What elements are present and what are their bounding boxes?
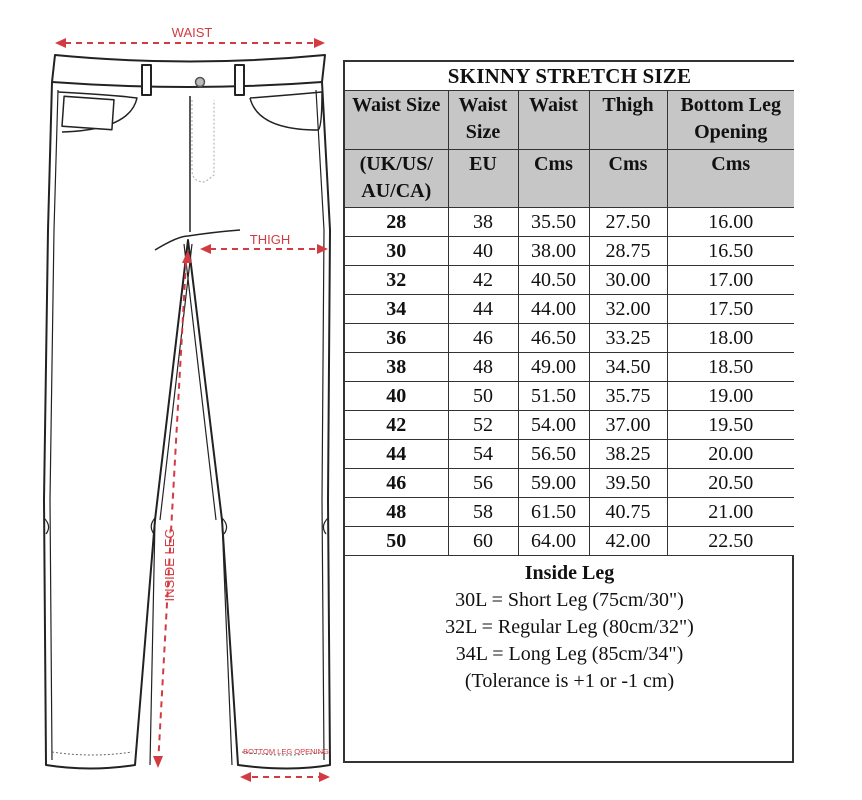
header-row-2 <box>345 150 794 208</box>
size-eu-cell: 52 <box>448 411 518 440</box>
bottom-leg-cm-cell: 20.00 <box>667 440 794 469</box>
belt-loop-left <box>142 65 151 95</box>
thigh-label: THIGH <box>249 232 291 247</box>
coin-pocket <box>62 96 114 129</box>
arrow-left-icon <box>55 38 66 48</box>
size-eu-cell: 44 <box>448 295 518 324</box>
table-row <box>345 295 794 324</box>
jeans-outline <box>44 82 330 769</box>
table-row <box>345 208 794 237</box>
belt-loop-right <box>235 65 244 95</box>
table-row <box>345 237 794 266</box>
bottom-leg-cm-cell: 17.00 <box>667 266 794 295</box>
thigh-cm-cell: 27.50 <box>589 208 667 237</box>
bottom-leg-cm-cell: 18.50 <box>667 353 794 382</box>
table-title: SKINNY STRETCH SIZE <box>345 62 794 91</box>
table-row <box>345 353 794 382</box>
front-pocket-right <box>250 92 322 130</box>
table-row <box>345 469 794 498</box>
bottom-leg-cm-cell: 19.00 <box>667 382 794 411</box>
size-uk-cell: 48 <box>345 498 448 527</box>
bottom-leg-cm-cell: 16.50 <box>667 237 794 266</box>
size-uk-cell: 46 <box>345 469 448 498</box>
bottom-leg-cm-cell: 20.50 <box>667 469 794 498</box>
notes-title: Inside Leg <box>524 562 615 584</box>
waistband-shape <box>52 55 325 87</box>
note-line: 34L = Long Leg (85cm/34") <box>455 643 684 665</box>
table-row <box>345 411 794 440</box>
size-uk-cell: 50 <box>345 527 448 556</box>
inside-leg-notes <box>345 556 794 695</box>
waist-label: WAIST <box>171 25 213 40</box>
bottom-leg-cm-cell: 17.50 <box>667 295 794 324</box>
waist-cm-cell: 46.50 <box>518 324 589 353</box>
waist-cm-cell: 59.00 <box>518 469 589 498</box>
jeans-diagram <box>0 0 345 800</box>
note-line: 30L = Short Leg (75cm/30") <box>455 589 684 611</box>
thigh-cm-cell: 38.25 <box>589 440 667 469</box>
size-chart-table <box>343 60 794 763</box>
size-uk-cell: 36 <box>345 324 448 353</box>
size-uk-cell: 34 <box>345 295 448 324</box>
col-header-waist-size-uk: Waist Size <box>345 91 448 150</box>
size-uk-cell: 32 <box>345 266 448 295</box>
thigh-cm-cell: 32.00 <box>589 295 667 324</box>
waist-cm-cell: 51.50 <box>518 382 589 411</box>
table-row <box>345 324 794 353</box>
note-line: (Tolerance is +1 or -1 cm) <box>464 670 675 692</box>
size-uk-cell: 38 <box>345 353 448 382</box>
size-uk-cell: 40 <box>345 382 448 411</box>
size-uk-cell: 44 <box>345 440 448 469</box>
table-row <box>345 527 794 556</box>
waist-cm-cell: 38.00 <box>518 237 589 266</box>
thigh-cm-cell: 34.50 <box>589 353 667 382</box>
unit-cms-waist: Cms <box>518 150 589 208</box>
size-uk-cell: 28 <box>345 208 448 237</box>
unit-uk-us-au-ca: (UK/US/ AU/CA) <box>345 150 448 208</box>
waist-cm-cell: 56.50 <box>518 440 589 469</box>
header-row-1 <box>345 91 794 150</box>
bottom-leg-cm-cell: 16.00 <box>667 208 794 237</box>
thigh-cm-cell: 35.75 <box>589 382 667 411</box>
table-row <box>345 382 794 411</box>
bottom-leg-cm-cell: 19.50 <box>667 411 794 440</box>
bottom-leg-cm-cell: 22.50 <box>667 527 794 556</box>
size-eu-cell: 50 <box>448 382 518 411</box>
table-row <box>345 440 794 469</box>
col-header-waist-size-eu: Waist Size <box>448 91 518 150</box>
size-uk-cell: 42 <box>345 411 448 440</box>
thigh-cm-cell: 42.00 <box>589 527 667 556</box>
thigh-cm-cell: 39.50 <box>589 469 667 498</box>
waist-cm-cell: 44.00 <box>518 295 589 324</box>
size-uk-cell: 30 <box>345 237 448 266</box>
size-eu-cell: 40 <box>448 237 518 266</box>
table-row <box>345 498 794 527</box>
inside-leg-label: INSIDE LEG <box>162 528 177 602</box>
unit-cms-bottom: Cms <box>667 150 794 208</box>
col-header-waist: Waist <box>518 91 589 150</box>
unit-eu: EU <box>448 150 518 208</box>
thigh-cm-cell: 30.00 <box>589 266 667 295</box>
size-eu-cell: 42 <box>448 266 518 295</box>
size-eu-cell: 54 <box>448 440 518 469</box>
bottom-leg-opening-label: BOTTOM LEG OPENING <box>243 747 329 756</box>
arrow-right-icon <box>314 38 325 48</box>
bottom-leg-cm-cell: 18.00 <box>667 324 794 353</box>
note-line: 32L = Regular Leg (80cm/32") <box>445 616 694 638</box>
thigh-cm-cell: 37.00 <box>589 411 667 440</box>
button-icon <box>196 78 205 87</box>
waist-cm-cell: 64.00 <box>518 527 589 556</box>
bottom-leg-cm-cell: 21.00 <box>667 498 794 527</box>
thigh-cm-cell: 28.75 <box>589 237 667 266</box>
table-row <box>345 266 794 295</box>
thigh-cm-cell: 33.25 <box>589 324 667 353</box>
waist-cm-cell: 40.50 <box>518 266 589 295</box>
size-eu-cell: 60 <box>448 527 518 556</box>
waist-cm-cell: 35.50 <box>518 208 589 237</box>
size-eu-cell: 46 <box>448 324 518 353</box>
size-eu-cell: 58 <box>448 498 518 527</box>
col-header-bottom-leg-opening: Bottom Leg Opening <box>667 91 794 150</box>
size-eu-cell: 48 <box>448 353 518 382</box>
waist-cm-cell: 49.00 <box>518 353 589 382</box>
waist-cm-cell: 61.50 <box>518 498 589 527</box>
size-eu-cell: 56 <box>448 469 518 498</box>
col-header-thigh: Thigh <box>589 91 667 150</box>
thigh-cm-cell: 40.75 <box>589 498 667 527</box>
waist-cm-cell: 54.00 <box>518 411 589 440</box>
size-eu-cell: 38 <box>448 208 518 237</box>
unit-cms-thigh: Cms <box>589 150 667 208</box>
